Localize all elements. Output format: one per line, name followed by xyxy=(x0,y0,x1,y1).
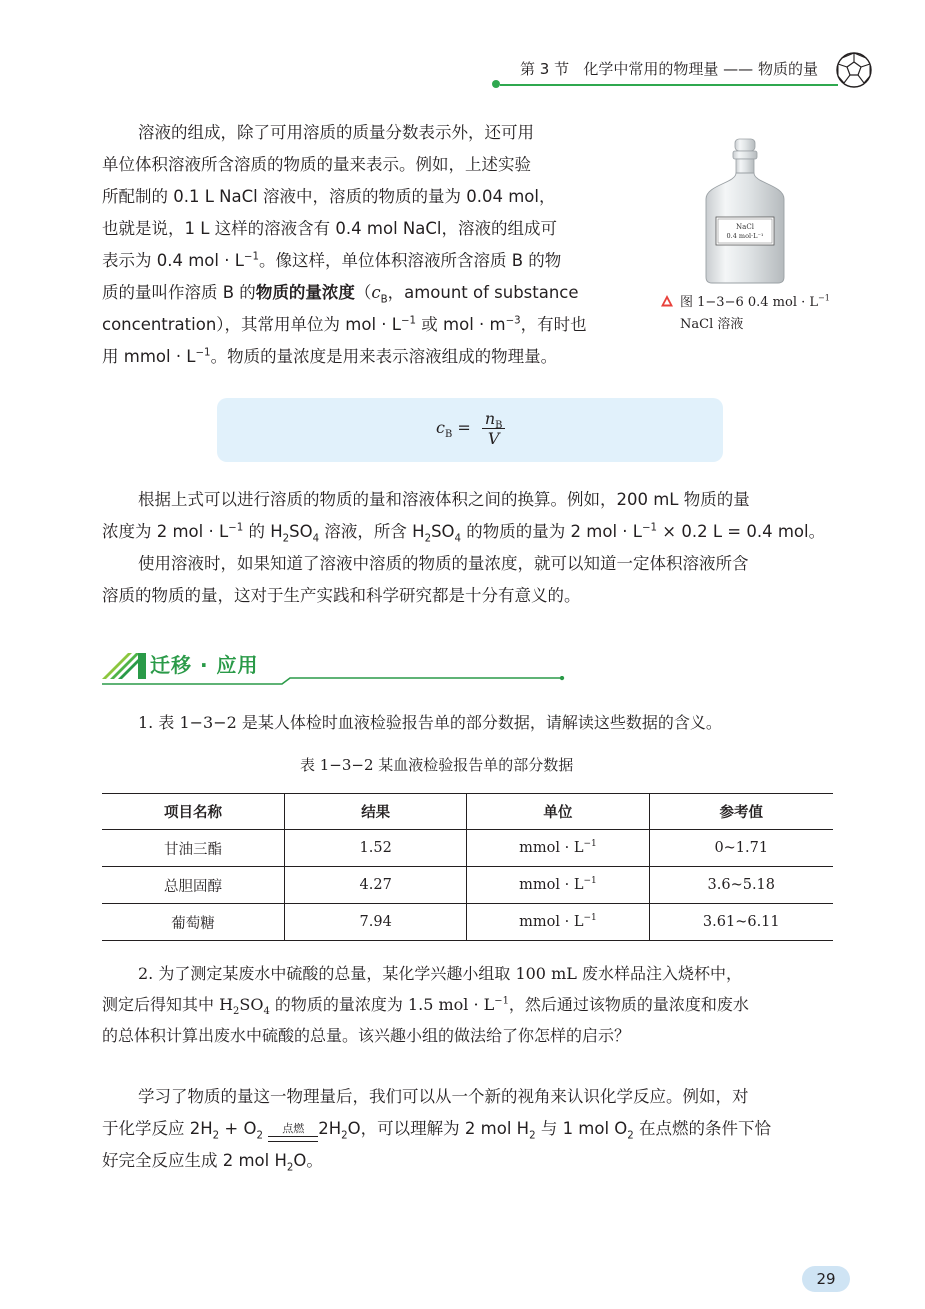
column-header: 结果 xyxy=(285,794,467,830)
column-header: 项目名称 xyxy=(102,794,285,830)
superscript: −1 xyxy=(494,995,509,1007)
subscript: B xyxy=(380,294,388,306)
column-header: 单位 xyxy=(467,794,649,830)
unit-cell xyxy=(467,867,649,904)
table-row xyxy=(102,867,833,904)
item-name: 葡萄糖 xyxy=(102,904,285,941)
text: 2H xyxy=(318,1119,342,1138)
caption-text: 图 1−3−6 0.4 mol · L xyxy=(680,295,819,310)
text-line: 所配制的 0.1 L NaCl 溶液中，溶质的物质的量为 0.04 mol， xyxy=(102,187,556,206)
result-value: 7.94 xyxy=(285,904,467,941)
section-underline xyxy=(102,676,567,686)
text-line: 使用溶液时，如果知道了溶液中溶质的物质的量浓度，就可以知道一定体积溶液所含 xyxy=(138,554,749,573)
text-line xyxy=(102,277,622,309)
text: 的物质的量为 2 mol · L xyxy=(461,522,642,541)
term-bold: 物质的量浓度 xyxy=(255,283,355,302)
header-rule xyxy=(500,84,838,86)
superscript: −1 xyxy=(641,522,658,534)
superscript: −1 xyxy=(228,522,244,534)
subscript: 2 xyxy=(212,1130,220,1142)
fraction xyxy=(482,409,506,448)
reaction-condition-arrow xyxy=(268,1123,318,1142)
subscript: 4 xyxy=(263,1006,270,1018)
superscript: −3 xyxy=(505,315,521,327)
text-line: 单位体积溶液所含溶质的物质的量来表示。例如，上述实验 xyxy=(102,155,531,174)
equals-sign: = xyxy=(452,418,476,437)
subscript: 2 xyxy=(233,1006,240,1018)
text: ，有时也 xyxy=(520,315,587,334)
text: 表示为 0.4 mol · L xyxy=(102,251,244,270)
bottle-label-text: NaCl xyxy=(736,223,754,231)
text: × 0.2 L = 0.4 mol。 xyxy=(657,522,826,541)
text-line xyxy=(102,309,622,341)
superscript: −1 xyxy=(583,839,597,850)
superscript: −1 xyxy=(243,251,259,263)
page-number: 29 xyxy=(802,1266,850,1292)
figure-caption xyxy=(660,292,830,336)
formula-box xyxy=(217,398,723,462)
unit-cell xyxy=(467,904,649,941)
chapter-title: 化学中常用的物理量 —— 物质的量 xyxy=(583,60,818,78)
text: + O xyxy=(219,1119,257,1138)
text: 。像这样，单位体积溶液所含溶质 B 的物 xyxy=(259,251,562,270)
text: concentration），其常用单位为 mol · L xyxy=(102,315,401,334)
text: SO xyxy=(239,995,264,1014)
text: 质的量叫作溶质 B 的 xyxy=(102,283,256,302)
text: 用 mmol · L xyxy=(102,347,196,366)
symbol: c xyxy=(371,283,381,302)
text-line xyxy=(102,989,837,1020)
text: SO xyxy=(289,522,313,541)
text-line xyxy=(102,1145,771,1177)
warning-triangle-icon xyxy=(660,294,674,308)
paragraph-conversion xyxy=(102,484,837,548)
question-1: 1. 表 1−3−2 是某人体检时血液检验报告单的部分数据，请解读这些数据的含义。 xyxy=(138,713,722,732)
caption-line xyxy=(660,292,830,314)
condition-label: 点燃 xyxy=(282,1122,305,1135)
text: 浓度为 2 mol · L xyxy=(102,522,229,541)
text-line: 根据上式可以进行溶质的物质的量和溶液体积之间的换算。例如，200 mL 物质的量 xyxy=(138,490,750,509)
question-2 xyxy=(102,958,837,1051)
superscript: −1 xyxy=(583,876,597,887)
numerator xyxy=(482,409,506,432)
caption-line: NaCl 溶液 xyxy=(680,317,744,332)
text: 的 H xyxy=(243,522,283,541)
result-value: 4.27 xyxy=(285,867,467,904)
unit-cell xyxy=(467,830,649,867)
text: O，可以理解为 2 mol H xyxy=(347,1119,530,1138)
subscript: 2 xyxy=(424,533,432,545)
subscript: B xyxy=(495,420,503,432)
text: ，然后通过该物质的量浓度和废水 xyxy=(508,995,749,1014)
symbol-c: c xyxy=(436,418,445,437)
unit-text: mmol · L xyxy=(519,840,584,856)
unit-text: mmol · L xyxy=(519,914,584,930)
superscript: −1 xyxy=(400,315,417,327)
text: 与 1 mol O xyxy=(535,1119,628,1138)
text: 或 mol · m xyxy=(416,315,506,334)
reference-value: 3.6~5.18 xyxy=(649,867,833,904)
text: 溶液，所含 H xyxy=(319,522,425,541)
text-line xyxy=(102,516,837,548)
superscript: −1 xyxy=(818,293,830,303)
double-line xyxy=(268,1136,318,1142)
table-row xyxy=(102,830,833,867)
nacl-bottle-photo xyxy=(700,137,790,287)
text-line: 学习了物质的量这一物理量后，我们可以从一个新的视角来认识化学反应。例如，对 xyxy=(138,1087,749,1106)
superscript: −1 xyxy=(583,913,597,924)
text: O。 xyxy=(293,1151,323,1170)
text-line: 溶液的组成，除了可用溶质的质量分数表示外，还可用 xyxy=(138,123,534,142)
subscript: B xyxy=(444,429,453,441)
text: 于化学反应 2H xyxy=(102,1119,213,1138)
section-number: 第 3 节 xyxy=(520,60,570,78)
section-stripes-icon xyxy=(102,651,146,679)
bottle-label-text: 0.4 mol·L⁻¹ xyxy=(726,232,764,240)
text-line: 2. 为了测定某废水中硫酸的总量，某化学兴趣小组取 100 mL 废水样品注入烧杯中， xyxy=(138,964,742,983)
superscript: −1 xyxy=(195,347,211,359)
subscript: 2 xyxy=(282,533,290,545)
text: 好完全反应生成 2 mol H xyxy=(102,1151,287,1170)
text-line: 溶质的物质的量，这对于生产实践和科学研究都是十分有意义的。 xyxy=(102,586,581,605)
text: SO xyxy=(431,522,455,541)
text: ，amount of substance xyxy=(387,283,579,302)
subscript: 4 xyxy=(312,533,320,545)
item-name: 总胆固醇 xyxy=(102,867,285,904)
table-row xyxy=(102,904,833,941)
reference-value: 3.61~6.11 xyxy=(649,904,833,941)
fullerene-icon xyxy=(834,50,874,90)
subscript: 2 xyxy=(341,1130,348,1142)
concentration-formula xyxy=(436,409,505,448)
table-title: 表 1−3−2 某血液检验报告单的部分数据 xyxy=(300,756,574,774)
header-dot xyxy=(492,80,500,88)
symbol-n: n xyxy=(484,409,496,428)
text-line xyxy=(102,341,622,373)
text: 测定后得知其中 H xyxy=(102,995,234,1014)
text: 。物质的量浓度是用来表示溶液组成的物理量。 xyxy=(210,347,558,366)
reference-value: 0~1.71 xyxy=(649,830,833,867)
subscript: 2 xyxy=(286,1162,294,1174)
running-header xyxy=(520,58,818,79)
subscript: 2 xyxy=(627,1130,634,1142)
paragraph-concentration-intro xyxy=(102,117,622,373)
text-line xyxy=(102,245,622,277)
blood-test-table xyxy=(102,793,833,941)
text: 在点燃的条件下恰 xyxy=(633,1119,772,1138)
subscript: 2 xyxy=(256,1130,263,1142)
denominator: V xyxy=(487,429,500,448)
text-line xyxy=(102,1113,771,1145)
result-value: 1.52 xyxy=(285,830,467,867)
unit-text: mmol · L xyxy=(519,877,584,893)
section-title: 迁移 · 应用 xyxy=(150,653,259,677)
item-name: 甘油三酯 xyxy=(102,830,285,867)
text-line: 的总体积计算出废水中硫酸的总量。该兴趣小组的做法给了你怎样的启示？ xyxy=(102,1026,631,1045)
paragraph-significance xyxy=(102,548,837,612)
text-line: 也就是说，1 L 这样的溶液含有 0.4 mol NaCl，溶液的组成可 xyxy=(102,219,557,238)
table-header-row xyxy=(102,794,833,830)
subscript: 2 xyxy=(529,1130,536,1142)
subscript: 4 xyxy=(454,533,462,545)
text: （ xyxy=(354,283,372,302)
paragraph-reaction xyxy=(102,1081,771,1177)
text: 的物质的量浓度为 1.5 mol · L xyxy=(269,995,495,1014)
column-header: 参考值 xyxy=(649,794,833,830)
